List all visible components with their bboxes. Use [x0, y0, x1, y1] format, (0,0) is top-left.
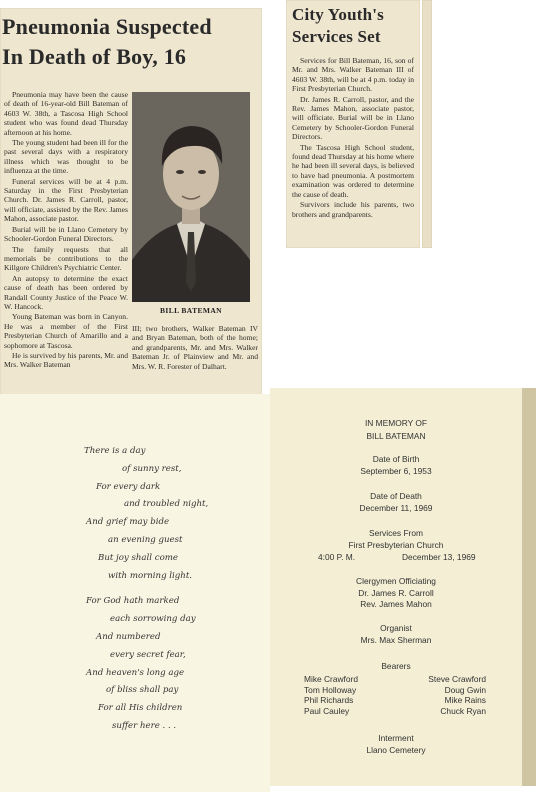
newspaper-clipping-services [286, 0, 420, 248]
article-paragraph: Pneumonia may have been the cause of death of 16-year-old Bill Bateman of 4603 W. 38th, a Tascosa High School student who was found dead Thursday afternoon at his home. [4, 90, 128, 137]
article-paragraph: Dr. James R. Carroll, pastor, and the Rev. James Mahon, associate pastor, will officiate. Burial will be in Llano Cemetery by Schooler-Gordon Funeral Directors. [292, 94, 414, 142]
bearer-name: Mike Crawford [304, 674, 358, 684]
article-paragraph: Burial will be in Llano Cemetery by Schooler-Gordon Funeral Directors. [4, 224, 128, 244]
memorial-name: BILL BATEMAN [366, 431, 426, 441]
poem-line: But joy shall come [98, 552, 178, 563]
poem-line: of sunny rest, [122, 463, 182, 474]
article-body [286, 54, 420, 219]
services-label: Services From [369, 528, 423, 538]
clipping-headline-line2: In Death of Boy, 16 [2, 44, 187, 69]
poem-line: For God hath marked [86, 596, 180, 607]
memorial-card-poem-panel [0, 394, 270, 792]
poem-line: each sorrowing day [110, 614, 196, 625]
clergy-name: Rev. James Mahon [360, 599, 432, 609]
poem-line: There is a day [84, 446, 146, 456]
poem-line: For every dark [96, 481, 161, 492]
article-paragraph: He is survived by his parents, Mr. and Mrs. Walker Bateman [4, 350, 128, 370]
interment-label: Interment [378, 733, 414, 743]
article-paragraph: The young student had been ill for the past several days with a respiratory illness which was thought to be influenza at the time. [4, 138, 128, 176]
services-place: First Presbyterian Church [348, 540, 444, 550]
poem-line: suffer here . . . [112, 720, 177, 731]
dob-label: Date of Birth [372, 454, 420, 464]
organist-label: Organist [380, 623, 412, 633]
poem-line: And numbered [96, 631, 161, 642]
services-time: 4:00 P. M. [318, 552, 356, 562]
article-paragraph: Funeral services will be at 4 p.m. Saturday in the First Presbyterian Church. Dr. James R. Carroll, pastor, will officiate, assisted by the Rev. James Mahon, associate pastor. [4, 176, 128, 224]
article-paragraph: Young Bateman was born in Canyon. He was a member of the First Presbyterian Church of Amarillo and a sophomore at Tascosa. [4, 312, 128, 350]
poem-spacer [62, 588, 262, 596]
article-paragraph: Survivors include his parents, two brothers and grandparents. [292, 200, 414, 219]
bearer-name: Chuck Ryan [440, 705, 486, 716]
poem [62, 446, 262, 739]
poem-line: of bliss shall pay [106, 685, 179, 696]
clergy-name: Dr. James R. Carroll [358, 588, 434, 598]
article-paragraph: Services for Bill Bateman, 16, son of Mr. and Mrs. Walker Bateman III of 4603 W. 38th, will be at 4 p.m. today in First Presbyterian Church. [292, 56, 414, 94]
bearer-name: Steve Crawford [428, 674, 486, 684]
bearer-name: Phil Richards [304, 695, 354, 705]
article-paragraph: The Tascosa High School student, found dead Thursday at his home where he had been ill several days, is believed to have had pneumonia. A postmortem examination was ordered to determine the cause of death. [292, 142, 414, 199]
poem-line: an evening guest [108, 534, 183, 545]
poem-line: And grief may bide [86, 517, 170, 528]
photo-caption: BILL BATEMAN [160, 306, 222, 315]
portrait-image [132, 92, 250, 302]
dod-value: December 11, 1969 [359, 503, 433, 513]
clergy-label: Clergymen Officiating [356, 576, 436, 586]
memorial-heading: IN MEMORY OF [364, 418, 428, 428]
poem-line: every secret fear, [110, 649, 186, 660]
dob-value: September 6, 1953 [360, 466, 432, 476]
poem-line: And heaven's long age [86, 667, 185, 678]
newspaper-clipping-obituary [0, 8, 262, 400]
bearers-left-list [304, 674, 358, 716]
bearer-name: Paul Cauley [304, 705, 350, 716]
bearers-label: Bearers [381, 661, 411, 671]
bearer-name: Doug Gwin [444, 684, 486, 695]
memorial-card-details-panel [270, 388, 522, 786]
article-paragraph: The family requests that all memorials be contributions to the Killgore Children's Psychiatric Center. [4, 244, 128, 273]
bearer-name: Tom Holloway [304, 684, 357, 695]
dod-label: Date of Death [370, 491, 422, 501]
card-edge [522, 388, 536, 786]
interment-place: Llano Cemetery [366, 745, 426, 755]
bearer-name: Mike Rains [444, 695, 486, 705]
article-column-b [132, 324, 258, 372]
clipping-headline-line2: Services Set [292, 27, 381, 46]
poem-line: with morning light. [108, 570, 193, 581]
portrait-photo [132, 92, 250, 302]
clipping-headline-line1: Pneumonia Suspected [2, 14, 212, 39]
organist-name: Mrs. Max Sherman [360, 635, 432, 645]
bearers-right-list [428, 674, 486, 716]
clipping-fragment [422, 0, 432, 248]
poem-line: For all His children [98, 703, 183, 714]
services-date: December 13, 1969 [402, 552, 476, 562]
article-paragraph: III; two brothers, Walker Bateman IV and Bryan Bateman, both of the home; and grandparents, Mr. and Mrs. Walker Bateman Jr. of Plainview and Mr. and Mrs. W. R. Forester of Dalhart. [132, 324, 258, 371]
article-column-a [4, 90, 128, 371]
poem-line: and troubled night, [124, 499, 209, 510]
article-paragraph: An autopsy to determine the exact cause of death has been ordered by Randall County Justice of the Peace W. W. Hancock. [4, 273, 128, 311]
clipping-headline-line1: City Youth's [292, 5, 384, 24]
